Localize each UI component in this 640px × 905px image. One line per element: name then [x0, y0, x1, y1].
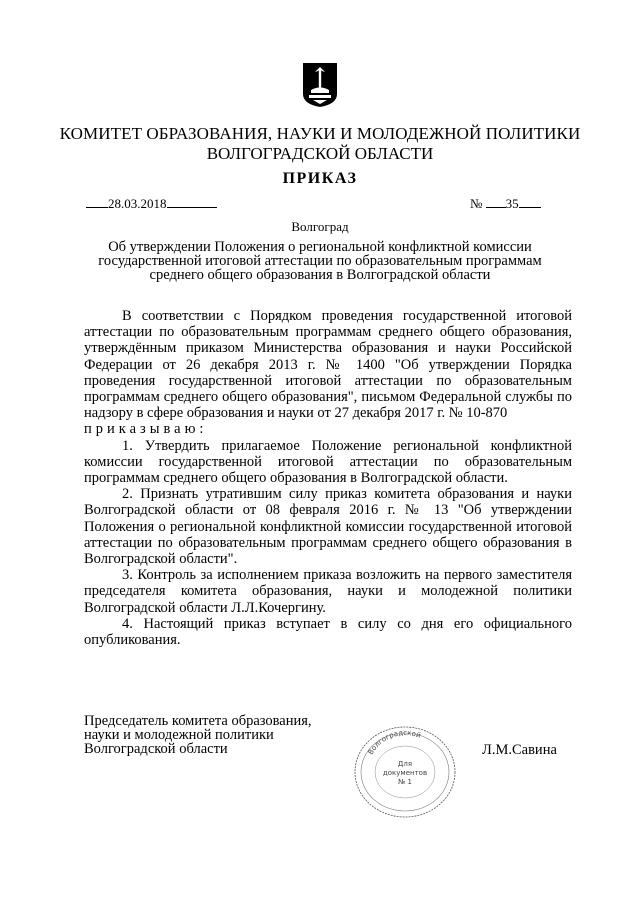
subject-line: Об утверждении Положения о региональной конфликтной комиссии — [108, 239, 532, 255]
number-prefix: № — [470, 196, 483, 211]
stamp-line: документов — [382, 769, 428, 777]
signatory-title-line: Председатель комитета образования, — [84, 713, 312, 729]
stamp-line: Для — [397, 760, 413, 768]
order-word: приказываю: — [84, 421, 208, 438]
preamble-paragraph: В соответствии с Порядком проведения государственной итоговой аттестации по образовательным программам среднего общего образования, утверждённым приказом Министерства образования и науки Российской Федерации от 26 декабря 2013 г. № 1400 "Об утверждении Порядка проведения государственной итоговой аттестации по образовательным программам среднего общего образования", письмом Федеральной службы по надзору в сфере образования и науки от 27 декабря 2017 г. № 10-870 — [84, 308, 572, 422]
subject-line: среднего общего образования в Волгоградской области — [149, 267, 491, 283]
order-item-1: 1. Утвердить прилагаемое Положение региональной конфликтной комиссии государственной итоговой аттестации по образовательным программам среднего общего образования в Волгоградской области. — [84, 437, 572, 487]
signatory-title-line: науки и молодежной политики — [84, 727, 274, 743]
order-item-4: 4. Настоящий приказ вступает в силу со дня его официального опубликования. — [84, 615, 572, 649]
subject-line: государственной итоговой аттестации по образовательным программам — [98, 253, 542, 269]
order-item-3: 3. Контроль за исполнением приказа возложить на первого заместителя председателя комитета образования, науки и молодежной политики Волгоградской области Л.Л.Кочергину. — [84, 567, 572, 616]
number-value: 35 — [505, 196, 519, 211]
signatory-title — [84, 714, 312, 756]
official-stamp — [350, 722, 460, 822]
stamp-line: № 1 — [398, 778, 412, 786]
document-type: ПРИКАЗ — [282, 170, 358, 187]
document-body — [84, 308, 572, 648]
city: Волгоград — [291, 219, 349, 234]
document-date — [86, 196, 217, 212]
org-name-line2: ВОЛГОГРАДСКОЙ ОБЛАСТИ — [206, 144, 434, 163]
signatory-title-line: Волгоградской области — [84, 741, 228, 757]
order-item-2: 2. Признать утратившим силу приказ комитета образования и науки Волгоградской области от 08 февраля 2016 г. № 13 "Об утверждении Положения о региональной конфликтной комиссии государственной итоговой аттестации по образовательным программам среднего общего образования в Волгоградской области". — [84, 486, 572, 568]
document-number — [470, 196, 541, 212]
document-subject — [70, 240, 570, 282]
signatory-name: Л.М.Савина — [482, 742, 557, 758]
stamp-ring-text: Волгоградской — [366, 728, 422, 757]
coat-of-arms-icon — [302, 62, 338, 108]
date-value: 28.03.2018 — [108, 196, 167, 211]
org-name-line1: КОМИТЕТ ОБРАЗОВАНИЯ, НАУКИ И МОЛОДЕЖНОЙ ПОЛИТИКИ — [59, 124, 581, 143]
